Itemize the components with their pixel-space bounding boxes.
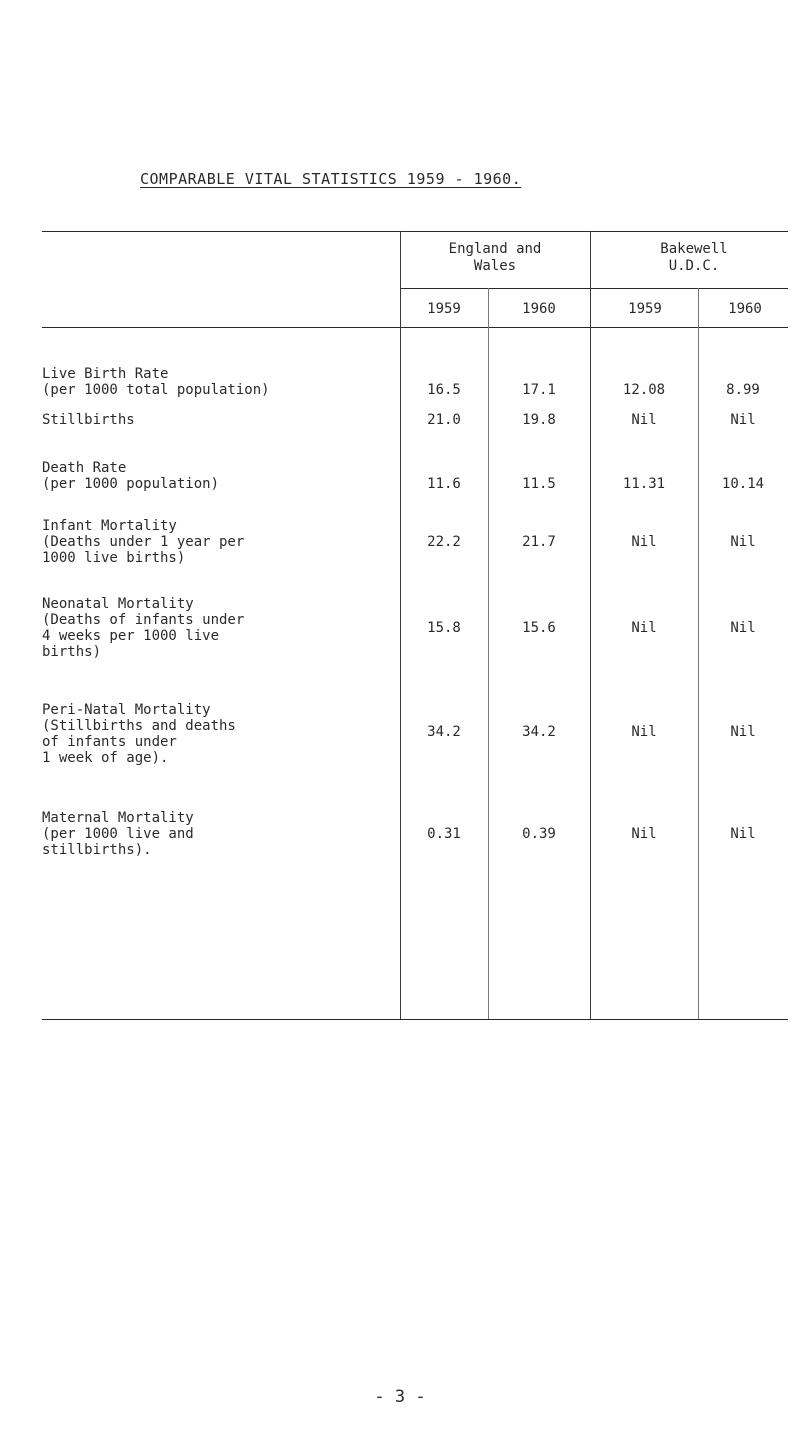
cell-value: Nil	[631, 620, 657, 636]
page-number: - 3 -	[374, 1387, 426, 1407]
cell-value: 15.6	[522, 620, 556, 636]
cell-value: Nil	[631, 412, 657, 428]
row-label-line: (per 1000 population)	[42, 476, 220, 492]
cell-value: 0.39	[522, 826, 556, 842]
column-divider-bakewell	[698, 288, 699, 1019]
cell-value: Nil	[631, 826, 657, 842]
cell-value: 16.5	[427, 382, 461, 398]
row-label-line: Stillbirths	[42, 412, 135, 428]
column-divider-ew	[488, 288, 489, 1019]
cell-value: 11.6	[427, 476, 461, 492]
row-label-line: (per 1000 live and	[42, 826, 194, 842]
row-label-line: 4 weeks per 1000 live	[42, 628, 220, 644]
row-label-line: Peri-Natal Mortality	[42, 702, 211, 718]
row-label-line: of infants under	[42, 734, 177, 750]
cell-value: Nil	[730, 534, 756, 550]
year-header: 1959	[628, 301, 662, 317]
cell-value: Nil	[631, 724, 657, 740]
year-header: 1960	[522, 301, 556, 317]
row-label-line: 1000 live births)	[42, 550, 186, 566]
row-label-death-rate	[42, 460, 219, 492]
header-england-wales	[405, 241, 585, 275]
row-label-line: (Deaths under 1 year per	[42, 534, 245, 550]
cell-value: 12.08	[622, 382, 666, 398]
row-label-line: (Deaths of infants under	[42, 612, 245, 628]
header-bakewell-line2: U.D.C.	[668, 258, 720, 274]
header-england-wales-line1: England and	[448, 241, 542, 257]
cell-value: 10.14	[721, 476, 765, 492]
row-label-line: 1 week of age).	[42, 750, 169, 766]
cell-value: 15.8	[427, 620, 461, 636]
header-bakewell	[600, 241, 788, 275]
row-label-maternal-mortality	[42, 810, 194, 858]
cell-value: 19.8	[522, 412, 556, 428]
row-label-line: stillbirths).	[42, 842, 152, 858]
row-label-line: (Stillbirths and deaths	[42, 718, 236, 734]
page-title: COMPARABLE VITAL STATISTICS 1959 - 1960.	[140, 170, 522, 188]
header-group-rule	[400, 288, 788, 289]
cell-value: 8.99	[726, 382, 760, 398]
row-label-line: births)	[42, 644, 102, 660]
table-top-rule	[42, 231, 788, 232]
row-label-peri-natal-mortality	[42, 702, 236, 766]
table-bottom-rule	[42, 1019, 788, 1020]
row-label-line: Live Birth Rate	[42, 366, 169, 382]
cell-value: Nil	[730, 826, 756, 842]
row-label-neonatal-mortality	[42, 596, 244, 660]
cell-value: Nil	[631, 534, 657, 550]
header-england-wales-line2: Wales	[473, 258, 517, 274]
cell-value: 0.31	[427, 826, 461, 842]
row-label-stillbirths	[42, 412, 135, 428]
cell-value: 34.2	[522, 724, 556, 740]
row-label-infant-mortality	[42, 518, 244, 566]
cell-value: 34.2	[427, 724, 461, 740]
cell-value: 21.0	[427, 412, 461, 428]
cell-value: 21.7	[522, 534, 556, 550]
row-label-line: Neonatal Mortality	[42, 596, 194, 612]
cell-value: Nil	[730, 724, 756, 740]
column-divider-label	[400, 231, 401, 1019]
cell-value: 22.2	[427, 534, 461, 550]
cell-value: Nil	[730, 412, 756, 428]
header-bottom-rule	[42, 327, 788, 328]
column-divider-groups	[590, 231, 591, 1019]
row-label-line: Maternal Mortality	[42, 810, 194, 826]
year-header: 1959	[427, 301, 461, 317]
header-bakewell-line1: Bakewell	[660, 241, 728, 257]
cell-value: 11.31	[622, 476, 666, 492]
cell-value: 11.5	[522, 476, 556, 492]
year-header: 1960	[728, 301, 762, 317]
row-label-line: (per 1000 total population)	[42, 382, 270, 398]
row-label-line: Infant Mortality	[42, 518, 177, 534]
cell-value: Nil	[730, 620, 756, 636]
row-label-line: Death Rate	[42, 460, 127, 476]
cell-value: 17.1	[522, 382, 556, 398]
row-label-live-birth-rate	[42, 366, 270, 398]
